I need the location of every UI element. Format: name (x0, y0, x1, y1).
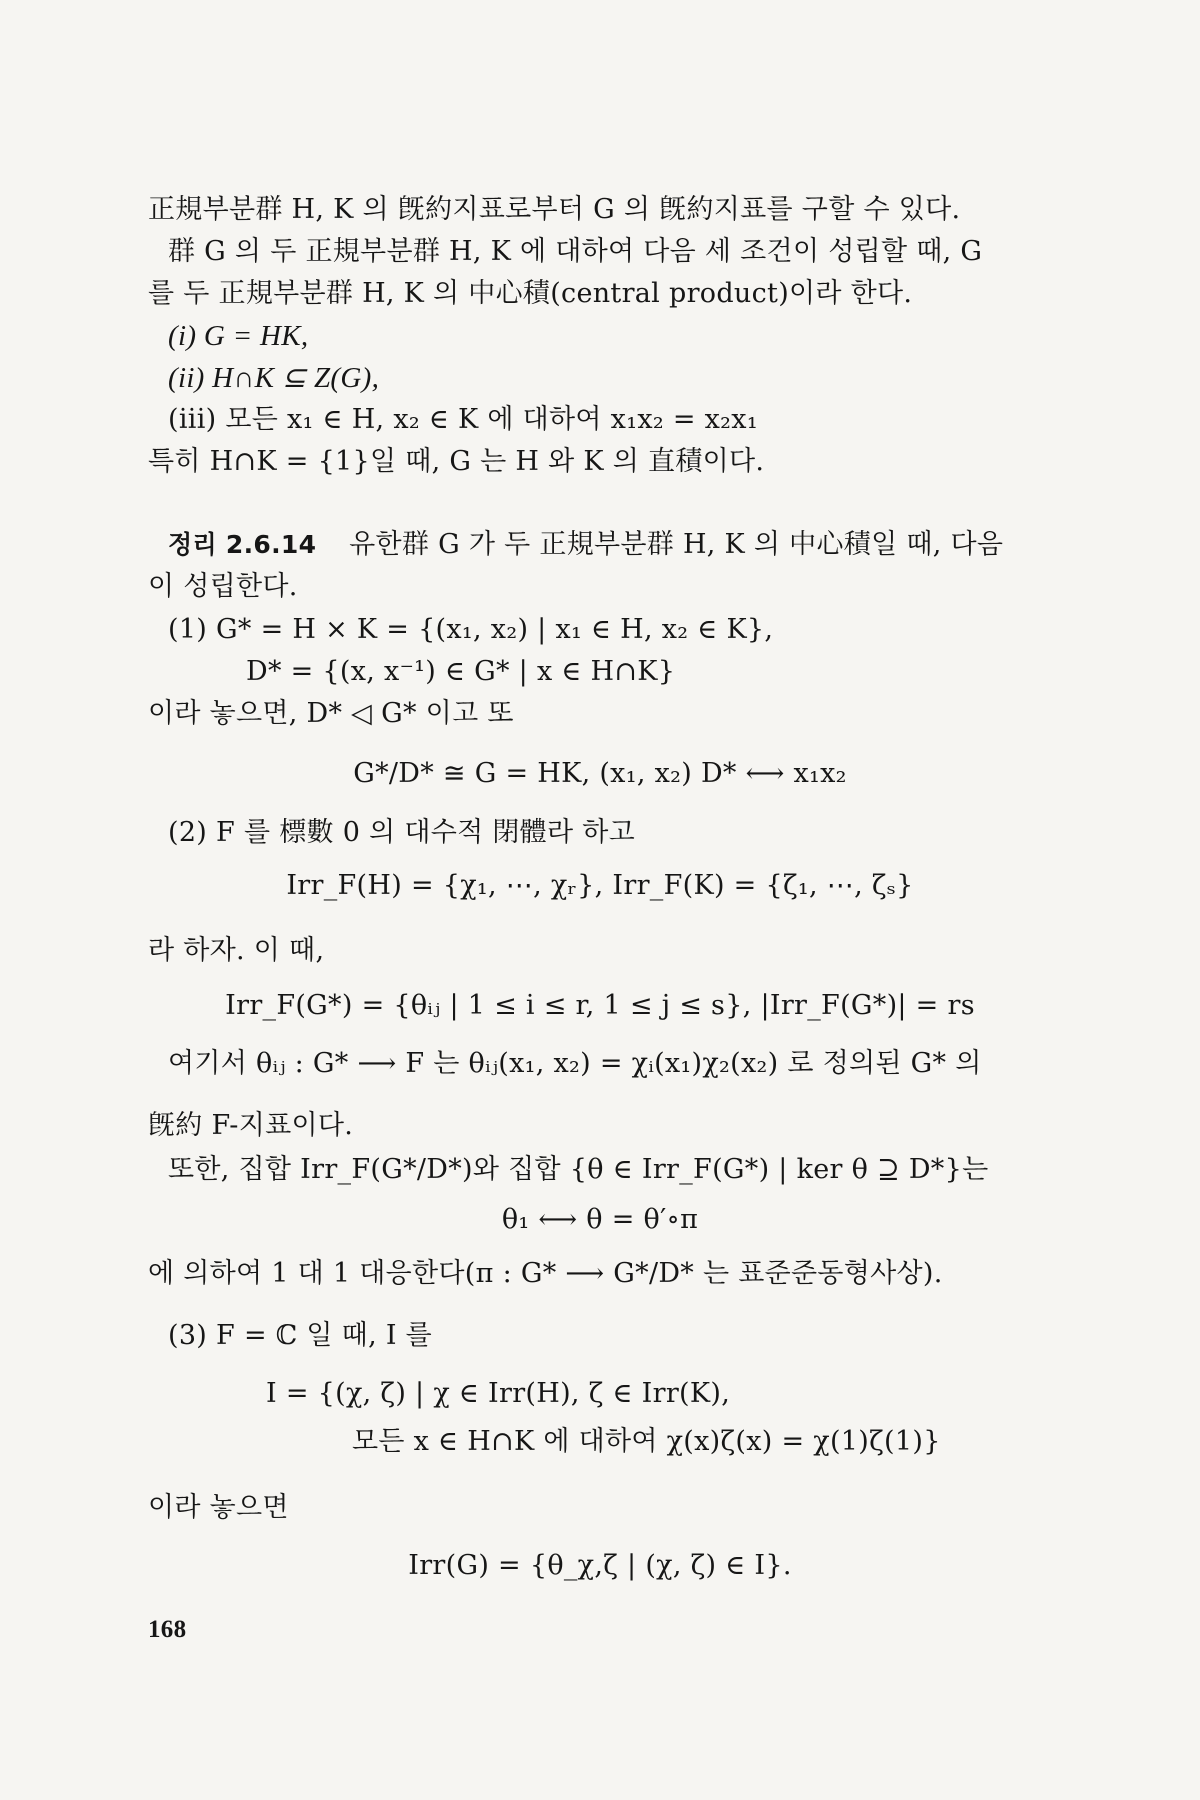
condition-iii: (iii) 모든 x₁ ∈ H, x₂ ∈ K 에 대하여 x₁x₂ = x₂x₁ (168, 404, 758, 435)
condition-i: (i) G = HK, (168, 320, 309, 352)
part2-irreducible-character: 旣約 F-지표이다. (148, 1110, 354, 1141)
part2-irr-sets: Irr_F(H) = {χ₁, ⋯, χᵣ}, Irr_F(K) = {ζ₁, ⋯, ζₛ} (286, 870, 914, 901)
theorem-line-2: 이 성립한다. (148, 571, 298, 602)
part1-isomorphism: G*/D* ≅ G = HK, (x₁, x₂) D* ⟷ x₁x₂ (353, 758, 847, 789)
part3-let: 이라 놓으면 (148, 1492, 289, 1523)
part1-definition-dstar: D* = {(x, x⁻¹) ∈ G* | x ∈ H∩K} (246, 656, 676, 687)
part3-irr-g: Irr(G) = {θ_χ,ζ | (χ, ζ) ∈ I}. (408, 1550, 792, 1581)
part1-normal-subgroup: 이라 놓으면, D* ◁ G* 이고 또 (148, 698, 514, 729)
theorem-line-1: 유한群 G 가 두 正規부분群 H, K 의 中心積일 때, 다음 (349, 529, 1004, 560)
page-number: 168 (148, 1616, 187, 1643)
condition-ii: (ii) H∩K ⊆ Z(G), (168, 362, 380, 394)
text-line-1: 正規부분群 H, K 의 旣約지표로부터 G 의 旣約지표를 구할 수 있다. (148, 194, 961, 225)
part1-definition-gstar: (1) G* = H × K = {(x₁, x₂) | x₁ ∈ H, x₂ ∈ K}, (168, 614, 774, 645)
part2-irr-gstar: Irr_F(G*) = {θᵢⱼ | 1 ≤ i ≤ r, 1 ≤ j ≤ s}, |Irr_F(G*)| = rs (225, 990, 975, 1021)
part2-field: (2) F 를 標數 0 의 대수적 閉體라 하고 (168, 817, 635, 848)
theorem-heading (168, 527, 1003, 563)
part2-correspondence-sets: 또한, 집합 Irr_F(G*/D*)와 집합 {θ ∈ Irr_F(G*) | ker θ ⊇ D*}는 (168, 1154, 989, 1185)
part3-set-i-line-1: I = {(χ, ζ) | χ ∈ Irr(H), ζ ∈ Irr(K), (266, 1378, 731, 1409)
text-line-3: 를 두 正規부분群 H, K 의 中心積(central product)이라 한다. (148, 278, 913, 309)
text-line-2: 群 G 의 두 正規부분群 H, K 에 대하여 다음 세 조건이 성립할 때, G (168, 236, 983, 267)
part2-correspondence-map: θ₁ ⟷ θ = θ′∘π (501, 1204, 699, 1235)
part3-set-i-line-2: 모든 x ∈ H∩K 에 대하여 χ(x)ζ(x) = χ(1)ζ(1)} (352, 1426, 941, 1457)
part2-theta-definition: 여기서 θᵢⱼ : G* ⟶ F 는 θᵢⱼ(x₁, x₂) = χᵢ(x₁)χ₂(x₂) 로 정의된 G* 의 (168, 1048, 982, 1079)
part2-let: 라 하자. 이 때, (148, 935, 325, 966)
part2-one-to-one: 에 의하여 1 대 1 대응한다(π : G* ⟶ G*/D* 는 표준준동형사상). (148, 1258, 943, 1289)
direct-product-remark: 특히 H∩K = {1}일 때, G 는 H 와 K 의 直積이다. (148, 446, 765, 477)
theorem-label: 정리 2.6.14 (168, 530, 317, 559)
part3-complex-case: (3) F = ℂ 일 때, I 를 (168, 1320, 433, 1351)
